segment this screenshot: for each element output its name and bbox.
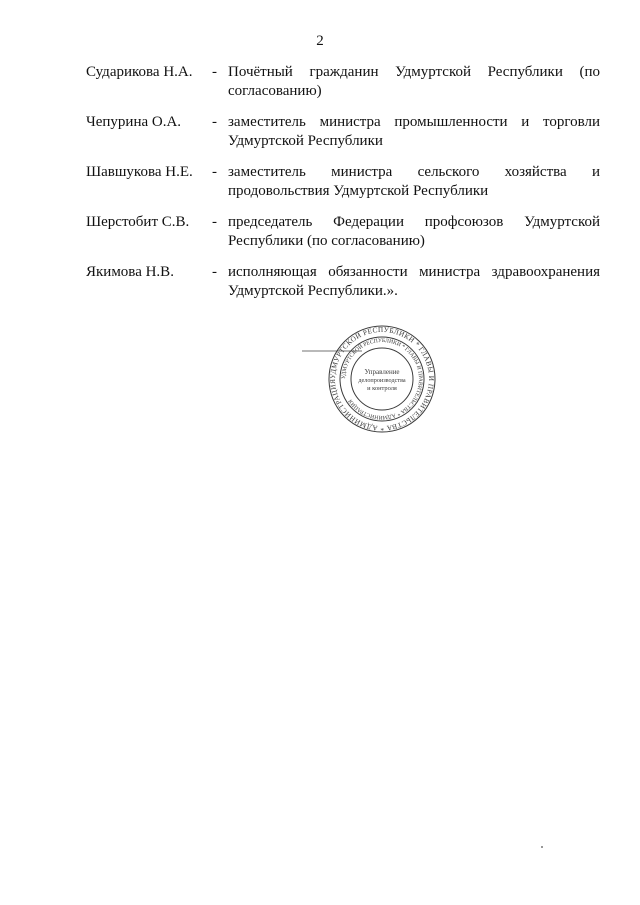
seal-center-line-2: делопроизводства <box>358 377 406 384</box>
list-item <box>86 213 600 251</box>
position-line-1: председатель Федерации профсоюзов Удмуртской <box>228 214 600 230</box>
position-line-2: Республики (по согласованию) <box>228 233 425 249</box>
seal-outer-text: УДМУРТСКОЙ РЕСПУБЛИКИ * ГЛАВЫ И ПРАВИТЕЛЬСТВА * АДМИНИСТРАЦИЯ <box>328 325 436 433</box>
dash-separator: - <box>212 264 217 280</box>
position-line-2: продовольствия Удмуртской Республики <box>228 183 489 199</box>
page-number: 2 <box>316 33 324 49</box>
member-name: Чепурина О.А. <box>86 114 182 130</box>
scan-speck <box>541 846 543 848</box>
member-name: Шавшукова Н.Е. <box>86 164 193 180</box>
member-position <box>228 63 600 101</box>
position-line-2: согласованию) <box>228 83 322 99</box>
position-line-1: исполняющая обязанности министра здравоохранения <box>228 264 600 280</box>
seal-inner-text: УДМУРТСКОЙ РЕСПУБЛИКИ * ГЛАВЫ И ПРАВИТЕЛЬСТВА * АДМИНИСТРАЦИЯ <box>340 337 424 421</box>
official-seal <box>302 324 452 434</box>
position-line-2: Удмуртской Республики <box>228 133 383 149</box>
list-item <box>86 113 600 151</box>
list-item <box>86 163 600 201</box>
member-name: Сударикова Н.А. <box>86 64 193 80</box>
member-position <box>228 163 600 201</box>
member-list <box>86 63 600 313</box>
list-item <box>86 263 600 301</box>
list-item <box>86 63 600 101</box>
member-position <box>228 213 600 251</box>
member-name: Якимова Н.В. <box>86 264 174 280</box>
seal-center-line-1: Управление <box>364 368 400 376</box>
member-name: Шерстобит С.В. <box>86 214 190 230</box>
position-line-1: заместитель министра сельского хозяйства и <box>228 164 600 180</box>
position-line-1: Почётный гражданин Удмуртской Республики (по <box>228 64 600 80</box>
position-line-2: Удмуртской Республики.». <box>228 283 398 299</box>
dash-separator: - <box>212 64 217 80</box>
position-line-1: заместитель министра промышленности и торговли <box>228 114 600 130</box>
member-position <box>228 263 600 301</box>
dash-separator: - <box>212 164 217 180</box>
seal-center-line-3: и контроля <box>367 385 397 392</box>
dash-separator: - <box>212 114 217 130</box>
dash-separator: - <box>212 214 217 230</box>
member-position <box>228 113 600 151</box>
